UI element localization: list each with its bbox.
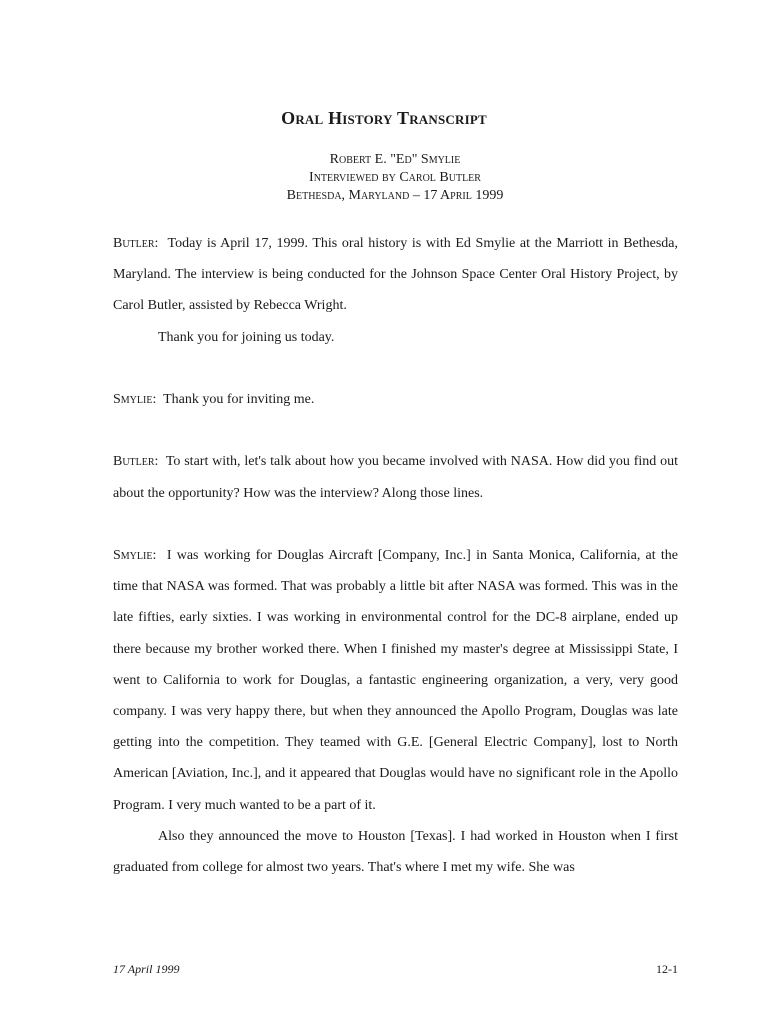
location-date-line: Bethesda, Maryland – 17 April 1999 <box>286 188 504 203</box>
paragraph-text: Thank you for joining us today. <box>158 329 335 345</box>
paragraph-text: Thank you for inviting me. <box>163 392 315 407</box>
paragraph <box>113 540 678 821</box>
paragraph-text: Also they announced the move to Houston [Texas]. I had worked in Houston when I first graduated from college for almost two years. That's where I met my wife. She was <box>113 828 678 876</box>
speaker-label: Smylie: <box>113 547 157 563</box>
speaker-label: Smylie: <box>113 392 157 407</box>
interviewer-line: Interviewed by Carol Butler <box>309 170 481 185</box>
footer-date: 17 April 1999 <box>113 962 180 976</box>
subject-name: Robert E. "Ed" Smylie <box>329 152 461 167</box>
document-title: Oral History Transcript <box>281 108 487 128</box>
paragraph-text: To start with, let's talk about how you became involved with NASA. How did you find out about the opportunity? How was the interview? Along those lines. <box>113 454 678 501</box>
transcript-body <box>113 228 678 883</box>
paragraph-text: Today is April 17, 1999. This oral history is with Ed Smylie at the Marriott in Bethesda, Maryland. The interview is being conducted for the Johnson Space Center Oral History Project, by Carol Butler, assisted by Rebecca Wright. <box>113 236 679 314</box>
paragraph <box>113 322 678 353</box>
speaker-label: Butler: <box>113 236 159 251</box>
paragraph <box>113 228 678 322</box>
speaker-label: Butler: <box>113 454 159 470</box>
header-block <box>0 151 768 205</box>
paragraph <box>113 821 678 883</box>
page-number: 12-1 <box>656 962 678 976</box>
paragraph <box>113 384 678 415</box>
paragraph-text: I was working for Douglas Aircraft [Company, Inc.] in Santa Monica, California, at the time that NASA was formed. That was probably a little bit after NASA was formed. This was in the late fifties, early sixties. I was working in environmental control for the DC-8 airplane, ended up there because my brother worked there. When I finished my master's degree at Mississippi State, I went to California to work for Douglas, a fantastic engineering organization, a very, very good company. I was very happy there, but when they announced the Apollo Program, Douglas was late getting into the competition. They teamed with G.E. [General Electric Company], lost to North American [Aviation, Inc.], and it appeared that Douglas would have no significant role in the Apollo Program. I very much wanted to be a part of it. <box>113 547 679 813</box>
paragraph <box>113 446 678 508</box>
